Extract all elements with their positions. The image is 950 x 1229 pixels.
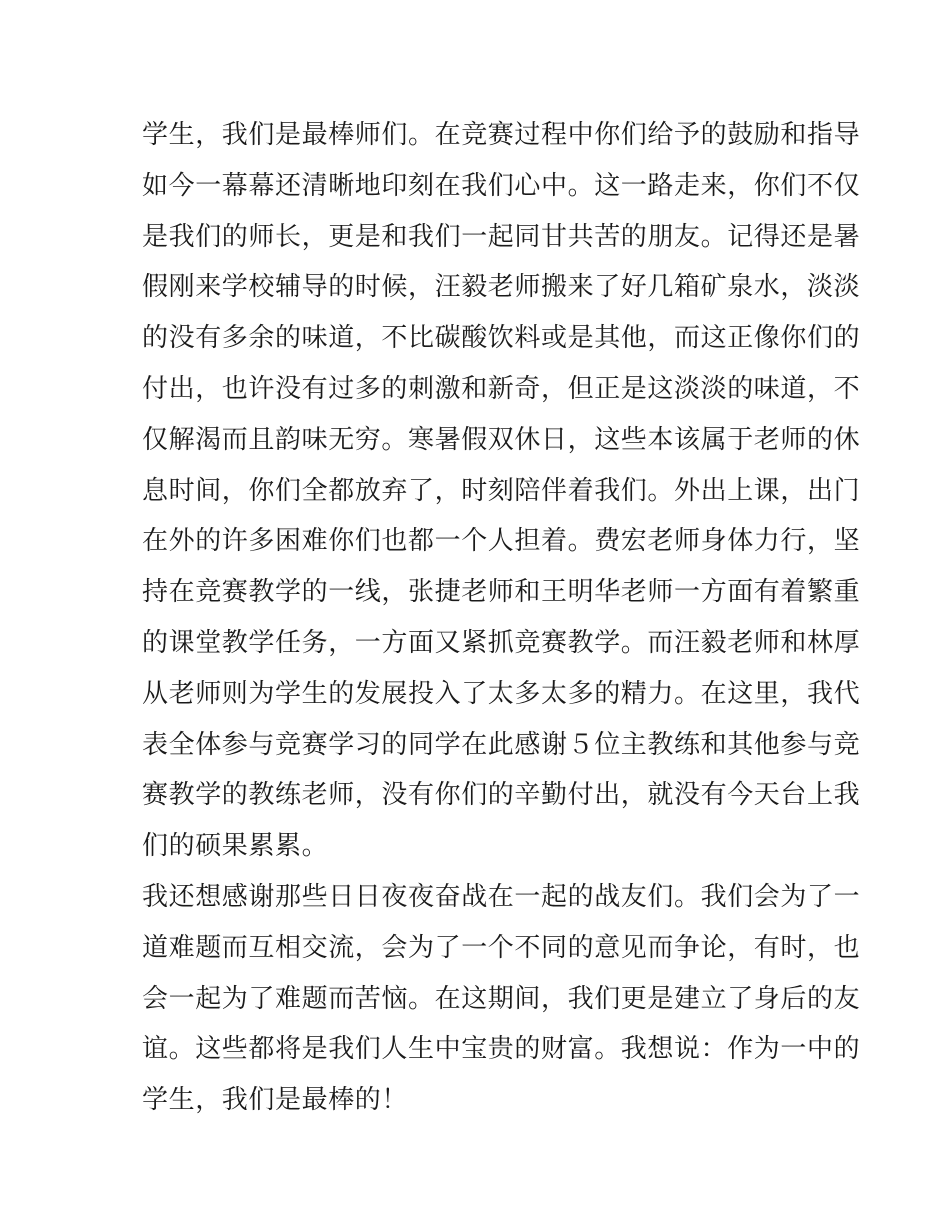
- text-line: 学生，我们是最棒师们。在竞赛过程中你们给予的鼓励和指导: [142, 120, 861, 150]
- text-line: 付出，也许没有过多的刺激和新奇，但正是这淡淡的味道，不: [142, 373, 861, 404]
- text-line: 谊。这些都将是我们人生中宝贵的财富。我想说：作为一中的: [142, 1034, 861, 1065]
- text-line: 的没有多余的味道，不比碳酸饮料或是其他，而这正像你们的: [142, 323, 861, 354]
- text-line: 仅解渴而且韵味无穷。寒暑假双休日，这些本该属于老师的休: [142, 424, 861, 455]
- text-line: 如今一幕幕还清晰地印刻在我们心中。这一路走来，你们不仅: [142, 170, 861, 201]
- text-line: 们的硕果累累。: [142, 831, 329, 862]
- text-line: 假刚来学校辅导的时候，汪毅老师搬来了好几箱矿泉水，淡淡: [142, 272, 861, 303]
- text-line: 赛教学的教练老师，没有你们的辛勤付出，就没有今天台上我: [142, 780, 861, 811]
- body-text: [142, 110, 861, 1126]
- text-line: 是我们的师长，更是和我们一起同甘共苦的朋友。记得还是暑: [142, 221, 861, 252]
- text-line: 从老师则为学生的发展投入了太多太多的精力。在这里，我代: [142, 678, 861, 709]
- text-line: 持在竞赛教学的一线，张捷老师和王明华老师一方面有着繁重: [142, 577, 861, 608]
- text-line: 息时间，你们全都放弃了，时刻陪伴着我们。外出上课，出门: [142, 475, 861, 506]
- text-line: 表全体参与竞赛学习的同学在此感谢５位主教练和其他参与竞: [142, 729, 861, 760]
- text-line: 我还想感谢那些日日夜夜奋战在一起的战友们。我们会为了一: [142, 881, 861, 912]
- text-line: 学生，我们是最棒的！: [142, 1085, 409, 1116]
- text-line: 会一起为了难题而苦恼。在这期间，我们更是建立了身后的友: [142, 983, 861, 1014]
- text-line: 道难题而互相交流，会为了一个不同的意见而争论，有时，也: [142, 932, 861, 963]
- text-line: 在外的许多困难你们也都一个人担着。费宏老师身体力行，坚: [142, 526, 861, 557]
- text-line: 的课堂教学任务，一方面又紧抓竞赛教学。而汪毅老师和林厚: [142, 627, 861, 658]
